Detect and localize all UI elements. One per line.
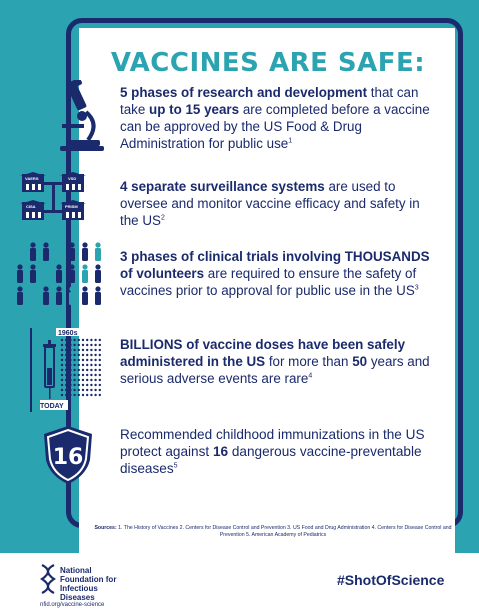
dose-dot — [65, 369, 67, 371]
dose-dot — [65, 339, 67, 341]
person-figure — [82, 286, 88, 305]
dose-dot — [99, 364, 101, 366]
dose-dot — [61, 344, 63, 346]
dose-dot — [86, 394, 88, 396]
dose-dot — [90, 354, 92, 356]
dose-dot — [78, 374, 80, 376]
person-figure — [69, 242, 75, 261]
dose-dot — [86, 344, 88, 346]
dose-dot — [78, 354, 80, 356]
dose-dot — [61, 394, 63, 396]
dose-dot — [73, 389, 75, 391]
dose-dot — [78, 384, 80, 386]
person-figure — [43, 242, 49, 261]
dose-dot — [99, 379, 101, 381]
dose-dot — [90, 394, 92, 396]
dose-dot — [90, 344, 92, 346]
fact-surveillance-systems: 4 separate surveillance systems are used to oversee and monitor vaccine efficacy and safety in the $US^2$ — [120, 179, 420, 228]
dose-dot — [99, 339, 101, 341]
microscope-icon — [52, 80, 106, 152]
sources-note: Sources: 1. The History of Vaccines 2. Centers for Disease Control and Prevention 3. US Food and Drug Administration 4. Centers for Disease Control and Prevention 5. American Academy of Pediatrics — [94, 525, 452, 538]
dose-dot — [73, 339, 75, 341]
dose-dot — [73, 349, 75, 351]
dose-dot — [61, 349, 63, 351]
dose-dot — [65, 344, 67, 346]
dose-dot — [65, 354, 67, 356]
dose-dot — [73, 354, 75, 356]
dose-dot — [82, 359, 84, 361]
dose-dot — [90, 379, 92, 381]
person-figure — [30, 286, 36, 305]
dose-dot — [73, 394, 75, 396]
building-label-vaers: VAERS — [25, 176, 39, 181]
dose-dot — [94, 389, 96, 391]
dose-dot — [73, 369, 75, 371]
dose-dot — [99, 394, 101, 396]
person-figure — [95, 286, 101, 305]
dose-dot — [73, 344, 75, 346]
dose-dot — [61, 374, 63, 376]
people-grid-icon — [12, 240, 108, 306]
dose-dot — [86, 384, 88, 386]
dose-dot — [82, 354, 84, 356]
dose-dot — [99, 374, 101, 376]
dose-dot — [65, 359, 67, 361]
person-figure — [30, 264, 36, 283]
shield-icon — [40, 424, 96, 486]
dose-dot — [61, 369, 63, 371]
dose-dot — [78, 344, 80, 346]
dose-dot — [86, 354, 88, 356]
dose-dot — [78, 394, 80, 396]
dose-dot — [61, 359, 63, 361]
person-figure — [95, 242, 101, 261]
dose-dot — [65, 349, 67, 351]
dose-dot — [69, 344, 71, 346]
dose-dot — [99, 354, 101, 356]
dose-dot — [69, 384, 71, 386]
dose-dot — [61, 389, 63, 391]
dose-dot — [65, 384, 67, 386]
fact-clinical-trials: 3 phases of clinical trials involving THOUSANDS of volunteers are required to ensure the safety of vaccines prior to approval for public use in the $US^3$ — [120, 249, 430, 298]
dose-dot — [69, 369, 71, 371]
syringe-timeline-icon — [28, 328, 110, 412]
dose-dot — [82, 394, 84, 396]
dose-dot — [94, 354, 96, 356]
dose-dot — [69, 374, 71, 376]
dose-dot — [86, 389, 88, 391]
person-figure — [17, 242, 23, 261]
person-figure — [69, 264, 75, 283]
dose-dot — [82, 369, 84, 371]
dose-dot — [65, 394, 67, 396]
dose-dot — [99, 389, 101, 391]
dose-dot — [82, 379, 84, 381]
dose-dot — [61, 384, 63, 386]
person-figure — [56, 264, 62, 283]
dose-dot — [69, 359, 71, 361]
dose-dot — [73, 384, 75, 386]
dose-dot — [61, 364, 63, 366]
dose-dot — [61, 354, 63, 356]
person-figure — [30, 242, 36, 261]
fact-billions-doses: BILLIONS of vaccine doses have been safely administered in the US for more than 50 years and serious adverse events are rare$^4$ — [120, 337, 430, 386]
dose-dot — [78, 364, 80, 366]
dose-dot — [90, 364, 92, 366]
dose-dot — [65, 374, 67, 376]
dose-dot — [73, 374, 75, 376]
dose-dot — [86, 339, 88, 341]
person-figure — [56, 242, 62, 261]
dose-dot — [73, 379, 75, 381]
dose-dot — [99, 369, 101, 371]
dose-dot — [65, 379, 67, 381]
person-figure — [17, 286, 23, 305]
dose-dot — [69, 364, 71, 366]
dose-dot — [94, 349, 96, 351]
dose-dot — [94, 359, 96, 361]
dose-dot — [94, 344, 96, 346]
dose-dot — [82, 389, 84, 391]
footer-url-link[interactable]: nfid.org/vaccine-science — [40, 602, 105, 608]
dose-dot — [82, 384, 84, 386]
page-title: VACCINES ARE SAFE: — [110, 48, 426, 78]
dose-dot — [86, 379, 88, 381]
dose-dot — [78, 389, 80, 391]
dose-dot — [94, 394, 96, 396]
dose-dot — [90, 374, 92, 376]
person-figure — [95, 264, 101, 283]
dose-dot — [94, 379, 96, 381]
dose-dot — [94, 339, 96, 341]
dose-dot — [94, 374, 96, 376]
building-label-cisa: CISA — [26, 204, 36, 209]
dose-dot — [69, 354, 71, 356]
person-figure — [43, 286, 49, 305]
dose-dot — [86, 349, 88, 351]
dose-dot — [73, 364, 75, 366]
shield-number: 16 — [52, 445, 84, 470]
hashtag: #ShotOfScience — [337, 572, 445, 588]
dose-dot — [65, 389, 67, 391]
dose-dot — [90, 384, 92, 386]
dose-dot — [90, 349, 92, 351]
dose-dot — [99, 349, 101, 351]
dose-dot — [69, 339, 71, 341]
building-label-prism: PRISM — [65, 204, 78, 209]
person-figure — [17, 264, 23, 283]
dose-dot — [61, 339, 63, 341]
dose-dot — [73, 359, 75, 361]
dose-dot — [99, 384, 101, 386]
person-figure — [56, 286, 62, 305]
buildings-network-icon — [14, 172, 94, 224]
person-figure — [43, 264, 49, 283]
dose-dot — [78, 339, 80, 341]
dose-dot — [69, 349, 71, 351]
dose-dot — [82, 364, 84, 366]
dose-dot — [61, 379, 63, 381]
building-label-vsd: VSD — [68, 176, 77, 181]
dose-dot — [78, 369, 80, 371]
dose-dot — [90, 389, 92, 391]
nfid-logo-icon — [38, 563, 58, 595]
fact-childhood-immunizations: Recommended childhood immunizations in the US protect against 16 dangerous vaccine-preventable diseases$^5$ — [120, 427, 425, 476]
dose-dot — [86, 369, 88, 371]
dose-dot — [99, 359, 101, 361]
dose-dot — [90, 369, 92, 371]
dose-dot — [94, 364, 96, 366]
dose-dot — [78, 359, 80, 361]
dose-dot — [69, 394, 71, 396]
dose-dot — [90, 359, 92, 361]
person-figure — [82, 242, 88, 261]
dose-dot — [82, 374, 84, 376]
fact-research-phases: 5 phases of research and development that can take up to 15 years are completed before a vaccine can be approved by the US Food & Drug Administration for public use$^1$ — [120, 85, 430, 151]
timeline-label-today: TODAY — [40, 403, 64, 410]
dose-dot — [94, 369, 96, 371]
dose-dot — [69, 389, 71, 391]
dose-dot — [86, 364, 88, 366]
dose-dot — [94, 384, 96, 386]
person-figure — [69, 286, 75, 305]
dose-dot — [78, 349, 80, 351]
dose-dot — [65, 364, 67, 366]
dose-dot — [99, 344, 101, 346]
timeline-label-1960s: 1960s — [58, 330, 78, 337]
dose-dot — [86, 374, 88, 376]
dose-dot — [69, 379, 71, 381]
person-figure — [82, 264, 88, 283]
dose-dot — [82, 349, 84, 351]
dose-dot — [90, 339, 92, 341]
dose-dot — [82, 339, 84, 341]
nfid-org-name: National Foundation for Infectious Diseases — [60, 566, 117, 602]
dose-dot — [86, 359, 88, 361]
dose-dot — [82, 344, 84, 346]
dose-dot — [78, 379, 80, 381]
